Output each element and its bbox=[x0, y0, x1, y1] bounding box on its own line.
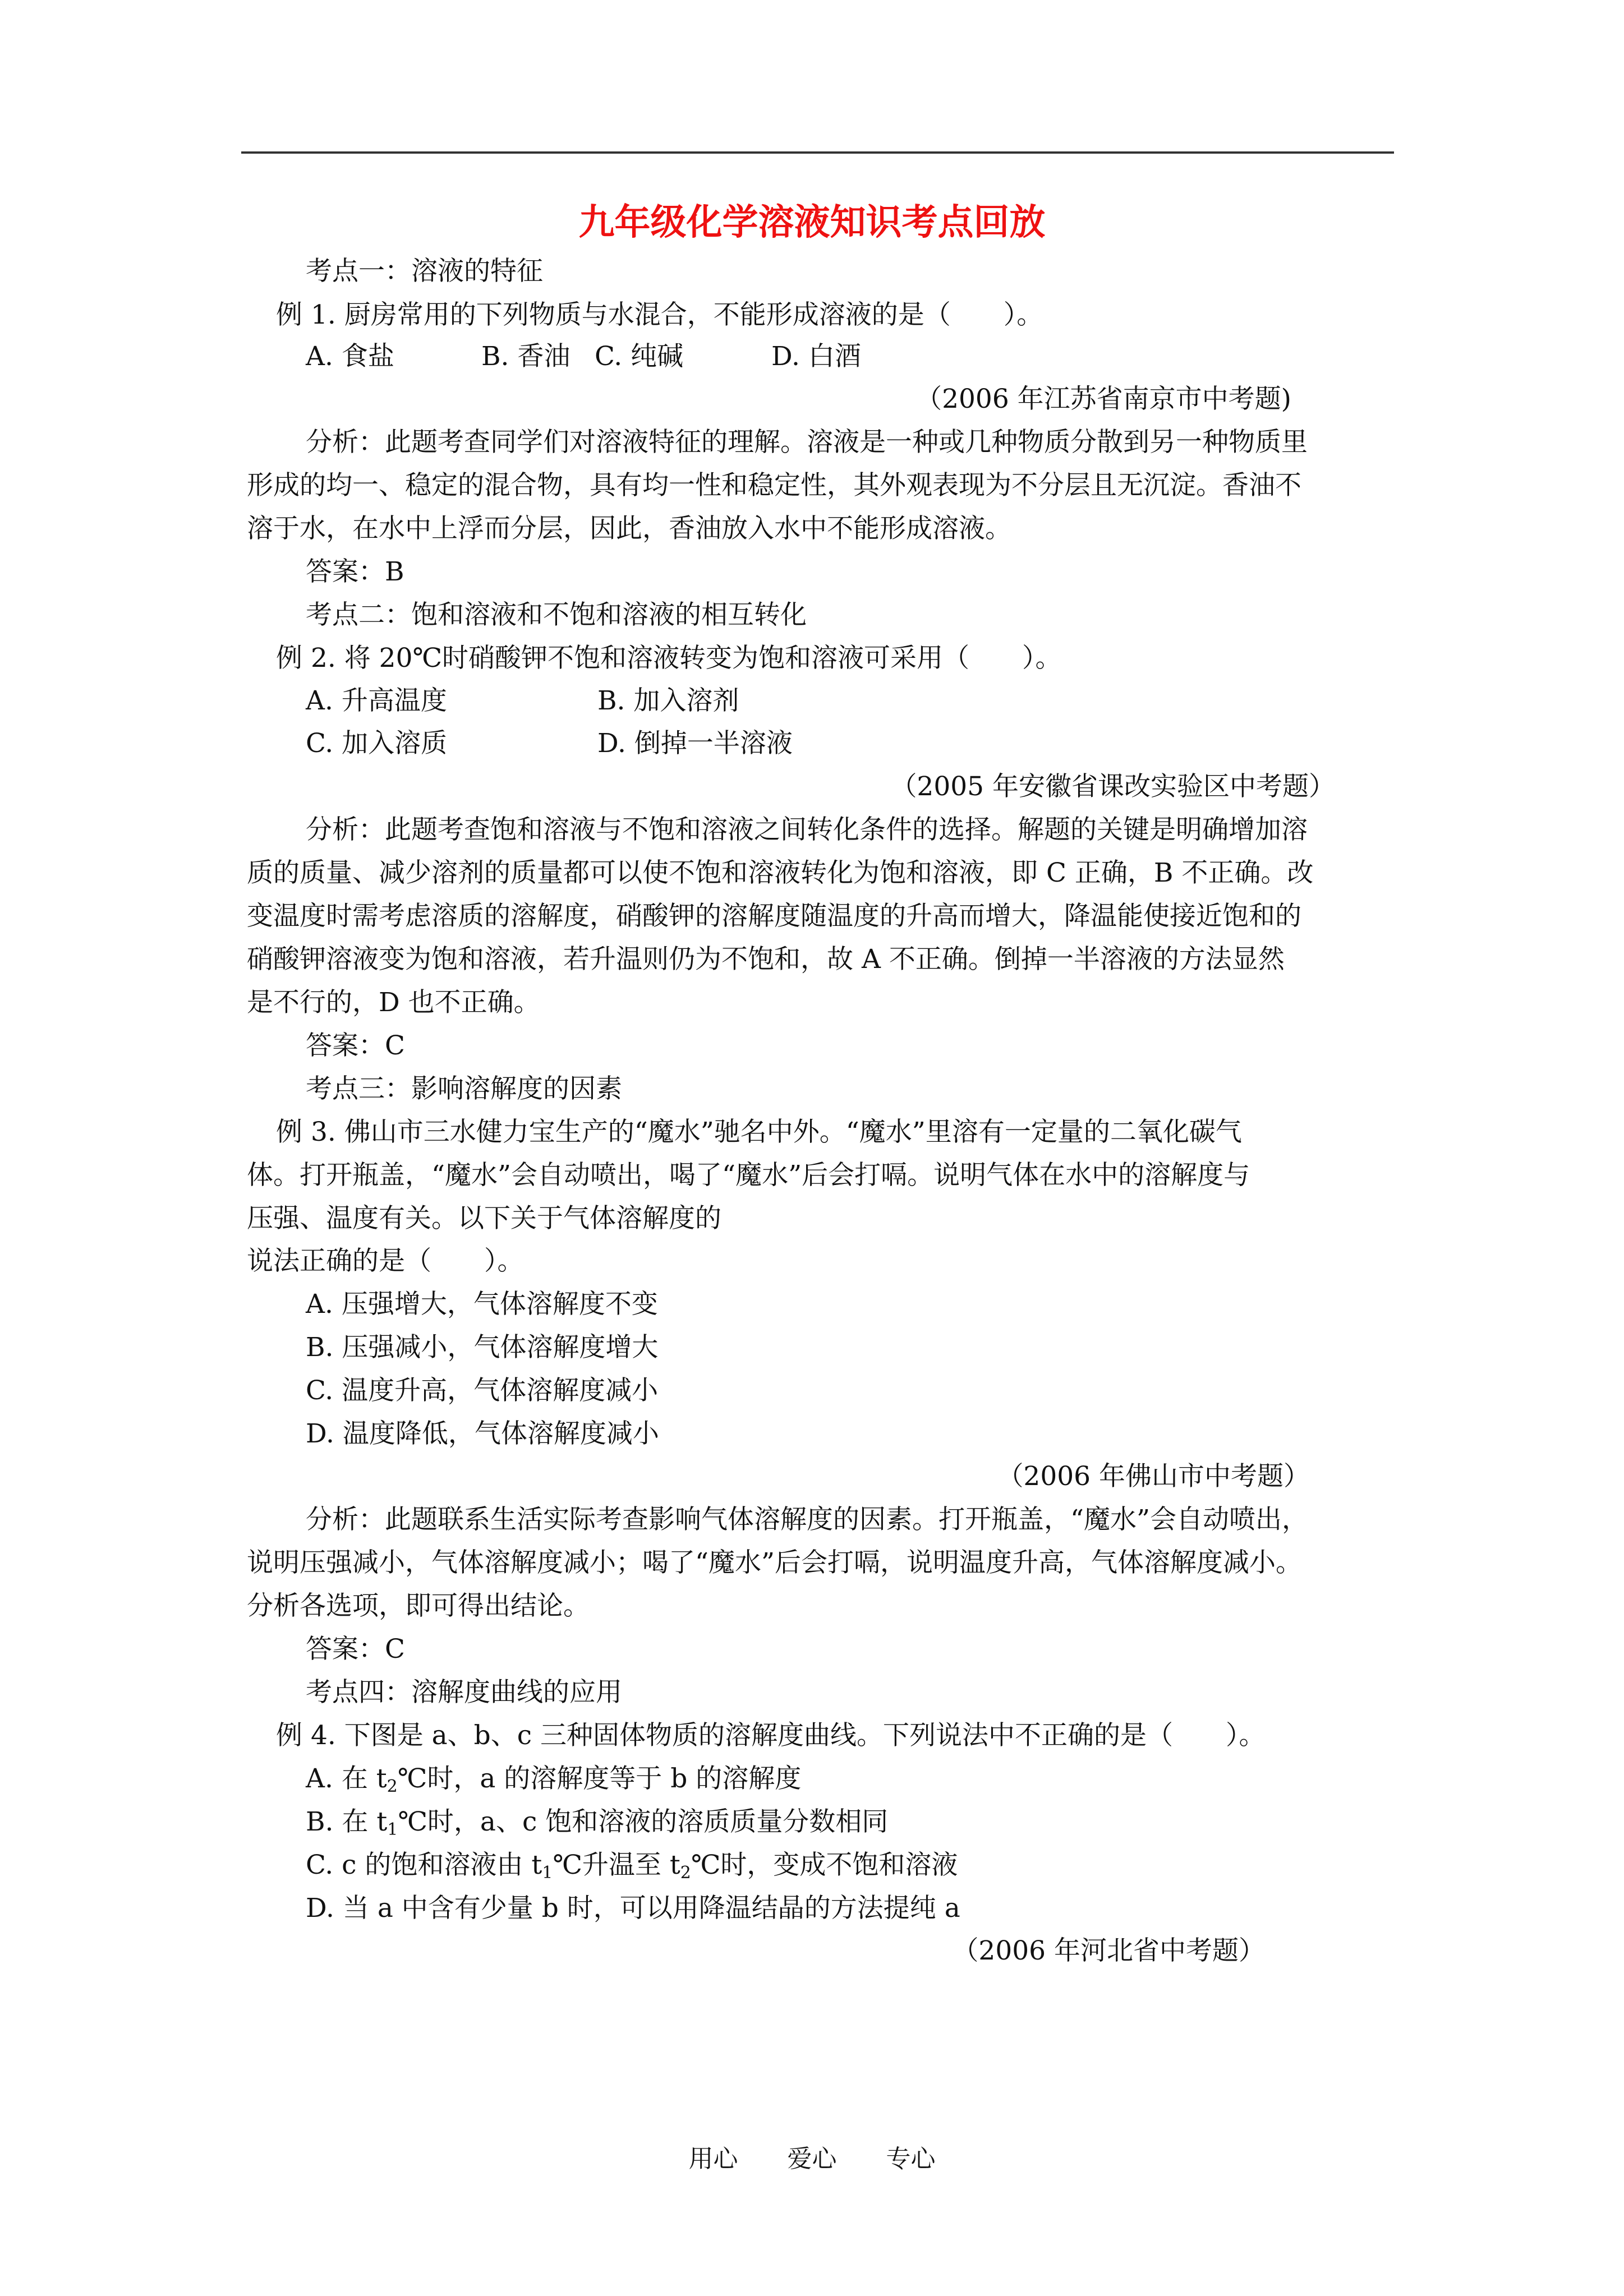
ex2-opt-a: A. 升高温度 bbox=[306, 685, 447, 716]
ex1-answer: 答案：B bbox=[306, 556, 404, 587]
ex1-opt-a: A. 食盐 bbox=[306, 341, 394, 372]
ex3-opt-a: A. 压强增大，气体溶解度不变 bbox=[306, 1289, 658, 1320]
kp1-heading: 考点一：溶液的特征 bbox=[306, 256, 543, 287]
ex2-analysis-line-1: 分析：此题考查饱和溶液与不饱和溶液之间转化条件的选择。解题的关键是明确增加溶 bbox=[306, 814, 1308, 845]
ex2-opt-d: D. 倒掉一半溶液 bbox=[597, 728, 793, 759]
ex3-analysis-line-2: 说明压强减小，气体溶解度减小；喝了“魔水”后会打嗝，说明温度升高，气体溶解度减小。 bbox=[247, 1547, 1303, 1578]
ex3-stem-line-1: 例 3. 佛山市三水健力宝生产的“魔水”驰名中外。“魔水”里溶有一定量的二氧化碳气 bbox=[276, 1117, 1242, 1147]
ex1-source: （2006 年江苏省南京市中考题) bbox=[915, 384, 1291, 414]
ex4-opt-b: B. 在 $t_1℃$时，a、c 饱和溶液的溶质质量分数相同 bbox=[306, 1806, 889, 1839]
ex1-opt-b: B. 香油 bbox=[481, 341, 571, 372]
ex3-opt-c: C. 温度升高，气体溶解度减小 bbox=[306, 1375, 659, 1406]
ex4-opt-c: C. c 的饱和溶液由 $t_1℃$升温至 $t_2℃$时，变成不饱和溶液 bbox=[306, 1850, 958, 1883]
ex1-analysis-line-3: 溶于水，在水中上浮而分层，因此，香油放入水中不能形成溶液。 bbox=[247, 513, 1011, 544]
ex2-analysis-line-2: 质的质量、减少溶剂的质量都可以使不饱和溶液转化为饱和溶液，即 C 正确，B 不正确。改 bbox=[247, 857, 1314, 888]
ex4-opt-d: D. 当 a 中含有少量 b 时，可以用降温结晶的方法提纯 a bbox=[306, 1893, 960, 1924]
ex1-opt-d: D. 白酒 bbox=[771, 341, 861, 372]
ex1-stem: 例 1. 厨房常用的下列物质与水混合，不能形成溶液的是（ ）。 bbox=[276, 299, 1043, 330]
ex2-analysis-line-5: 是不行的，D 也不正确。 bbox=[247, 987, 540, 1018]
ex4-stem: 例 4. 下图是 a、b、c 三种固体物质的溶解度曲线。下列说法中不正确的是（ ）。 bbox=[276, 1720, 1266, 1751]
header-rule bbox=[241, 151, 1394, 154]
kp2-heading: 考点二：饱和溶液和不饱和溶液的相互转化 bbox=[306, 600, 807, 630]
ex1-opt-c: C. 纯碱 bbox=[595, 341, 684, 372]
ex3-analysis-line-1: 分析：此题联系生活实际考查影响气体溶解度的因素。打开瓶盖，“魔水”会自动喷出， bbox=[306, 1504, 1309, 1535]
ex3-source: （2006 年佛山市中考题） bbox=[997, 1461, 1310, 1492]
kp4-heading: 考点四：溶解度曲线的应用 bbox=[306, 1677, 622, 1708]
ex2-answer: 答案：C bbox=[306, 1030, 405, 1061]
ex3-stem-line-2: 体。打开瓶盖，“魔水”会自动喷出，喝了“魔水”后会打嗝。说明气体在水中的溶解度与 bbox=[247, 1160, 1250, 1191]
ex4-source: （2006 年河北省中考题） bbox=[952, 1935, 1265, 1966]
ex2-source: （2005 年安徽省课改实验区中考题） bbox=[890, 771, 1335, 802]
ex4-opt-a: A. 在 $t_2℃$时，a 的溶解度等于 b 的溶解度 bbox=[306, 1763, 802, 1796]
ex2-opt-b: B. 加入溶剂 bbox=[597, 685, 739, 716]
ex2-stem: 例 2. 将 20℃时硝酸钾不饱和溶液转变为饱和溶液可采用（ ）。 bbox=[276, 643, 1062, 674]
ex3-answer: 答案：C bbox=[306, 1634, 405, 1665]
ex3-opt-b: B. 压强减小，气体溶解度增大 bbox=[306, 1332, 659, 1363]
ex2-analysis-line-4: 硝酸钾溶液变为饱和溶液，若升温则仍为不饱和，故 A 不正确。倒掉一半溶液的方法显然 bbox=[247, 944, 1285, 975]
ex3-stem-line-4: 说法正确的是（ ）。 bbox=[247, 1246, 524, 1276]
ex2-analysis-line-3: 变温度时需考虑溶质的溶解度，硝酸钾的溶解度随温度的升高而增大，降温能使接近饱和的 bbox=[247, 901, 1301, 932]
page-title: 九年级化学溶液知识考点回放 bbox=[578, 201, 1046, 243]
ex3-opt-d: D. 温度降低，气体溶解度减小 bbox=[306, 1418, 659, 1449]
ex1-analysis-line-1: 分析：此题考查同学们对溶液特征的理解。溶液是一种或几种物质分散到另一种物质里 bbox=[306, 427, 1308, 458]
ex3-analysis-line-3: 分析各选项，即可得出结论。 bbox=[247, 1590, 590, 1621]
kp3-heading: 考点三：影响溶解度的因素 bbox=[306, 1073, 622, 1104]
ex1-analysis-line-2: 形成的均一、稳定的混合物，具有均一性和稳定性，其外观表现为不分层且无沉淀。香油不 bbox=[247, 470, 1301, 501]
page-footer: 用心 爱心 专心 bbox=[688, 2145, 936, 2173]
ex2-opt-c: C. 加入溶质 bbox=[306, 728, 448, 759]
ex3-stem-line-3: 压强、温度有关。以下关于气体溶解度的 bbox=[247, 1203, 721, 1234]
